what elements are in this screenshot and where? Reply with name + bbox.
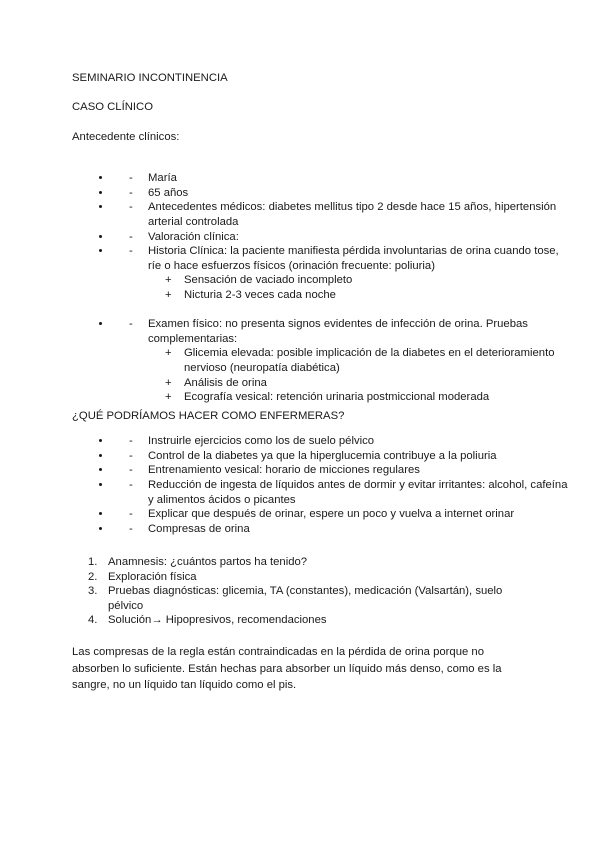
list-item: • - 65 años [112,186,572,201]
sub-list-item: + Nicturia 2-3 veces cada noche [165,289,336,302]
numbered-item: 3. Pruebas diagnósticas: glicemia, TA (constantes), medicación (Valsartán), suelo pélvico [88,585,503,612]
case-heading: CASO CLÍNICO [72,101,153,113]
list-item: • - Explicar que después de orinar, espere un poco y vuelva a internet orinar [112,507,572,522]
list-item: • - Historia Clínica: la paciente manifiesta pérdida involuntarias de orina cuando tose, ríe o hace esfuerzos físicos (orinación frecuente: poliuria) + Sensación de vaciado incompleto + Nicturia 2-3 veces cada noche [112,244,572,302]
numbered-list [72,555,532,628]
numbered-item: 4. Solución→ Hipopresivos, recomendaciones [88,614,327,627]
list-item: • - Antecedentes médicos: diabetes mellitus tipo 2 desde hace 15 años, hipertensión arterial controlada [112,200,572,229]
historia-sublist [148,273,572,302]
sub-list-item: + Ecografía vesical: retención urinaria postmiccional moderada [165,391,490,404]
antecedentes-heading: Antecedente clínicos: [72,131,180,143]
examen-sublist [148,346,572,404]
document-title: SEMINARIO INCONTINENCIA [72,72,228,84]
list-item: • - Entrenamiento vesical: horario de micciones regulares [112,463,572,478]
acciones-list [72,434,572,536]
list-item: • - Reducción de ingesta de líquidos antes de dormir y evitar irritantes: alcohol, cafeína y alimentos ácidos o picantes [112,478,572,507]
numbered-item: 2. Exploración física [88,570,197,583]
numbered-item: 1. Anamnesis: ¿cuántos partos ha tenido? [88,556,308,568]
antecedentes-list [72,171,572,302]
list-item: • - Instruirle ejercicios como los de suelo pélvico [112,434,572,449]
question-heading: ¿QUÉ PODRÍAMOS HACER COMO ENFERMERAS? [72,410,345,422]
sub-list-item: + Análisis de orina [165,376,267,389]
examen-list [72,317,572,405]
sub-list-item: + Glicemia elevada: posible implicación de la diabetes en el deterioramiento nervioso (neuropatía diabética) [165,347,555,375]
list-item: • - Examen físico: no presenta signos evidentes de infección de orina. Pruebas complementarias: + Glicemia elevada: posible implicación de la diabetes en el deterioramiento nervioso (neuropatía diabética) + Análisis de orina + Ecografía vesical: retención urinaria postmiccional moderada [112,317,572,405]
list-item: • - María [112,171,572,186]
list-item: • - Compresas de orina [112,522,572,537]
list-item: • - Valoración clínica: [112,230,572,245]
sub-list-item: + Sensación de vaciado incompleto [165,274,353,287]
conclusion-paragraph: Las compresas de la regla están contraindicadas en la pérdida de orina porque no absorben lo suficiente. Están hechas para absorber un líquido más denso, como es la sangre, no un líquido tan líquido como el pis. [72,646,502,691]
list-item: • - Control de la diabetes ya que la hiperglucemia contribuye a la poliuria [112,449,572,464]
